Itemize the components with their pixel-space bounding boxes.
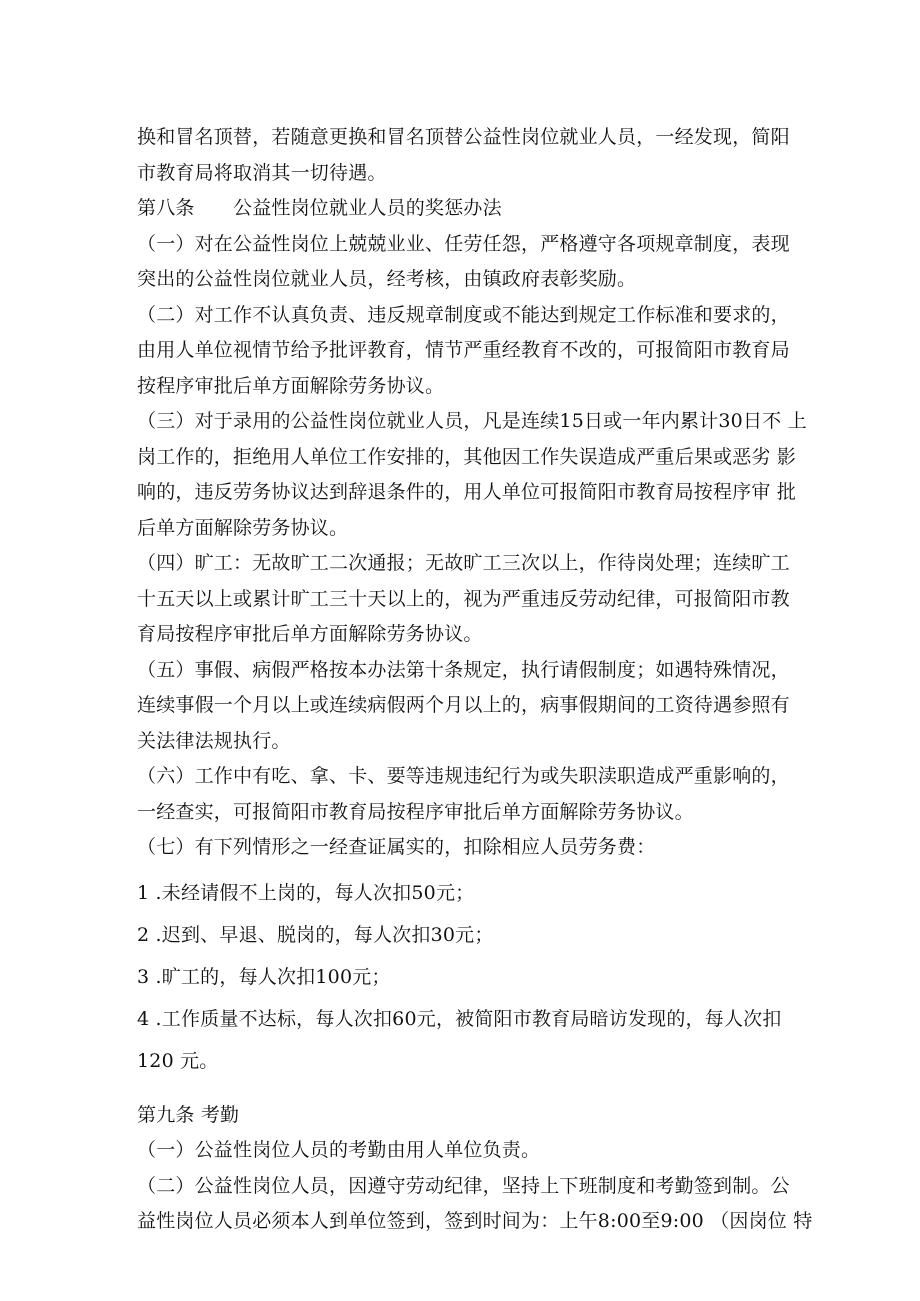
article-9-line: （一）公益性岗位人员的考勤由用人单位负责。: [137, 1139, 541, 1161]
article-8-line: （五）事假、病假严格按本办法第十条规定，执行请假制度；如遇特殊情况，: [137, 658, 790, 681]
article-8-line: 连续事假一个月以上或连续病假两个月以上的，病事假期间的工资待遇参照有: [137, 694, 790, 716]
article-8-line: 响的，违反劳务协议达到辞退条件的，用人单位可报简阳市教育局按程序审 批: [137, 481, 797, 503]
article-8-line: 关法律法规执行。: [137, 729, 291, 752]
article-8-line: 按程序审批后单方面解除劳务协议。: [137, 374, 445, 397]
deduction-item: 1 .未经请假不上岗的，每人次扣50元；: [137, 881, 475, 904]
article-8-line: 育局按程序审批后单方面解除劳务协议。: [137, 623, 483, 645]
article-8-line: （七）有下列情形之一经查证属实的，扣除相应人员劳务费：: [137, 836, 656, 858]
article-9-line: 益性岗位人员必须本人到单位签到，签到时间为：上午8:00至9:00 （因岗位 特: [137, 1210, 813, 1232]
article-8-line: 由用人单位视情节给予批评教育，情节严重经教育不改的，可报简阳市教育局: [137, 339, 790, 361]
article-8-line: 后单方面解除劳务协议。: [137, 516, 349, 539]
deduction-item: 2 .迟到、早退、脱岗的，每人次扣30元；: [137, 923, 494, 946]
article-8-heading: 第八条 公益性岗位就业人员的奖惩办法: [137, 197, 502, 219]
article-8-line: 突出的公益性岗位就业人员，经考核，由镇政府表彰奖励。: [137, 268, 637, 290]
deduction-item: 3 .旷工的，每人次扣100元；: [137, 965, 391, 988]
body-line: 市教育局将取消其一切待遇。: [137, 161, 387, 184]
body-line: 换和冒名顶替，若随意更换和冒名顶替公益性岗位就业人员，一经发现，简阳: [137, 126, 790, 148]
article-8-line: （六）工作中有吃、拿、卡、要等违规违纪行为或失职渎职造成严重影响的，: [137, 765, 790, 787]
article-9-heading: 第九条 考勤: [137, 1103, 240, 1126]
deduction-item: 4 .工作质量不达标，每人次扣60元，被简阳市教育局暗访发现的，每人次扣: [137, 1007, 782, 1030]
deduction-item: 120 元。: [137, 1049, 219, 1072]
article-8-line: 一经查实，可报简阳市教育局按程序审批后单方面解除劳务协议。: [137, 800, 694, 823]
article-8-line: 十五天以上或累计旷工三十天以上的，视为严重违反劳动纪律，可报简阳市教: [137, 587, 790, 610]
article-8-line: （四）旷工：无故旷工二次通报；无故旷工三次以上，作待岗处理；连续旷工: [137, 552, 790, 574]
article-8-line: （三）对于录用的公益性岗位就业人员，凡是连续15日或一年内累计30日不 上: [137, 410, 807, 432]
article-8-line: （二）对工作不认真负责、违反规章制度或不能达到规定工作标准和要求的，: [137, 303, 790, 326]
article-8-line: （一）对在公益性岗位上兢兢业业、任劳任怨，严格遵守各项规章制度，表现: [137, 232, 790, 255]
article-9-line: （二）公益性岗位人员，因遵守劳动纪律，坚持上下班制度和考勤签到制。公: [137, 1174, 790, 1197]
article-8-line: 岗工作的，拒绝用人单位工作安排的，其他因工作失误造成严重后果或恶劣 影: [137, 445, 797, 468]
document-body: [137, 120, 813, 1240]
